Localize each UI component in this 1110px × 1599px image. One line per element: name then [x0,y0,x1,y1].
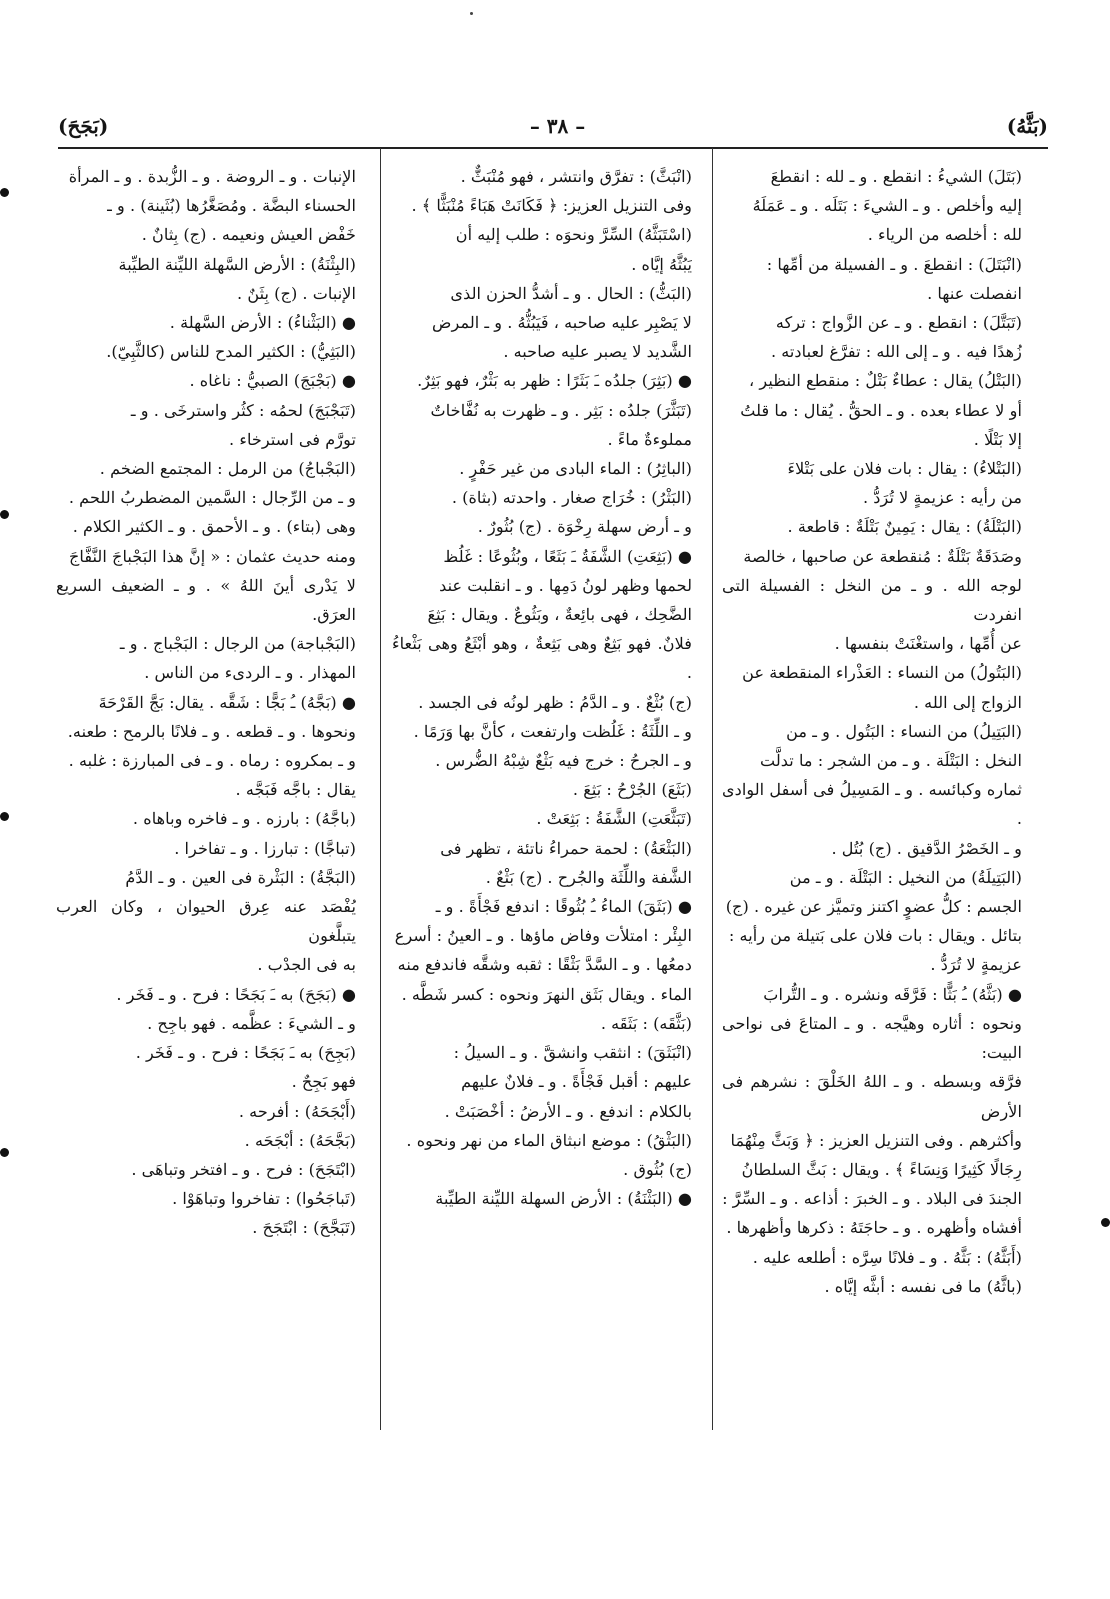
entry-line: (انْبَتَلَ) : انقطعَ . و ـ الفسيلة من أمِّها : [766,254,1022,274]
entry-line: (أَبَثَّهُ) : بَثَّهُ . و ـ فلانًا سِرَّه : أطلعه عليه . [752,1247,1022,1267]
header-right-word: (بَثَّهُ) [1006,114,1048,138]
margin-mark [0,1148,9,1157]
entry-line: لوجه الله . و ـ من النخل : الفسيلة التى انفردت [722,575,1022,625]
entry-line: وهى (بتاء) . و ـ الأحمق . و ـ الكثير الكلام . [72,517,356,537]
page-number: – ٣٨ – [529,114,586,138]
entry-line: وصَدَقَةٌ بَتْلَةٌ : مُنقطعة عن صاحبها ، خالصة [743,546,1022,566]
margin-mark [0,188,9,197]
entry-line: ● (بَثِعَتِ) الشَّفَةُ ـَ بَثَعًا ، وبُثُوعًا : غَلُظ [443,546,692,566]
entry-line: بالكلام : اندفع . و ـ الأرضُ : أخْصَبَتْ . [444,1101,692,1121]
margin-mark [0,812,9,821]
entry-line: دمعُها . و ـ السَّدَّ بَثْقًا : ثقبه وشقَّه فاندفع منه [397,955,692,975]
entry-line: و ـ من الرِّجال : السَّمين المضطربُ اللحم . [68,488,356,508]
entry-line: يقال : باجَّه فَبَجَّه . [235,780,356,800]
entry-line: لحمها وظهر لونُ دَمِها . و ـ انقلبت عند [439,575,692,595]
entry-line: ومنه حديث عثمان : « إنَّ هذا البَجْباجَ النَّفَّاجَ [68,546,356,566]
entry-line: (أَبْجَحَهُ) : أفرحه . [238,1101,356,1121]
entry-line: ● (بَثَّهُ) ـُ بَثًّا : فَرَّقَه ونشره . و ـ التُّرابَ [763,984,1022,1004]
entry-line: و ـ أرض سهلة رِخْوَة . (ج) بُثُورٌ . [477,517,692,537]
entry-line: (باثَّهُ) ما فى نفسه : أبثَّه إيَّاه . [824,1276,1022,1296]
entry-line: ● (البَثْنَةُ) : الأرض السهلة الليِّنة الطيِّبة [435,1189,692,1209]
entry-line: (البَتْلاءُ) : يقال : بات فلان على بَتْلاءَ [787,459,1022,479]
entry-line: من رأيه : عزيمةٍ لا تُرَدُّ . [863,488,1022,508]
entry-line: الشَّفة واللِّثَة والجُرح . (ج) بَثْعٌ . [485,867,692,887]
entry-line: (اسْتَبَثَّهُ) السِّرَّ ونحوَه : طلب إليه أن [455,225,692,245]
entry-line: به فى الجدْب . [257,955,356,975]
entry-line: (ج) بُثُوق . [623,1159,692,1179]
entry-line: ونحوها . و ـ قطعه . و ـ فلانًا بالرمح : طعنه. [67,721,356,741]
entry-line: عن أُمِّها ، واستغْنَتْ بنفسها . [834,634,1022,654]
entry-line: فلانٌ. فهو بَثِعٌ وهى بَثِعةٌ ، وهو أبْثَعُ وهى بَثْعاءُ . [392,634,692,683]
entry-line: (ابْتَجَحَ) : فرح . و ـ افتخر وتباهَى . [131,1159,356,1179]
entry-line: فرَّقه وبسطه . و ـ اللهُ الخَلْقَ : نشرهم فى الأرض [722,1072,1022,1121]
entry-line: (البَتْلَةُ) : يقال : يَمِينٌ بَتْلَةٌ : قاطعة . [787,517,1022,537]
entry-line: ونحوه : أثاره وهيَّجه . و ـ المتاعَ فى نواحى البيت: [722,1013,1022,1063]
entry-line: (بَجِحَ) به ـَ بَجَحًا : فرح . و ـ فَخَر . [135,1043,356,1063]
entry-line: إلا بَتْلًا . [973,429,1022,449]
entry-line: (البَثِيُّ) : الكثير المدح للناس (كالثَّبِيّ). [106,342,356,362]
entry-line: (تَبَتَّلَ) : انقطع . و ـ عن الزَّواج : تركه [775,313,1022,333]
header-left-word: (بَجَحَ) [58,114,109,138]
entry-line: (تباجَّا) : تبارزا . و ـ تفاخرا . [174,838,356,858]
entry-line: (بَثَّقَه) : بَثَقَه . [600,1013,692,1033]
entry-line: زُهدًا فيه . و ـ إلى الله : تفرَّغ لعبادته . [770,342,1022,362]
entry-line: (البَتِيلَةُ) من النخيل : البَتْلَة . و ـ من [789,867,1022,887]
entry-line: الجندَ فى البلاد . و ـ الخبرَ : أذاعه . و ـ السِّرَّ : [722,1189,1022,1209]
entry-line: (باجَّهُ) : بارزه . و ـ فاخره وباهاه . [132,809,356,829]
entry-line: و ـ الخَصْرُ الدَّقيق . (ج) بُتُل . [831,838,1022,858]
entry-line: (انْبَثَقَ) : انثقب وانشقَّ . و ـ السيلُ : [453,1043,692,1063]
entry-line: وأكثرهم . وفى التنزيل العزيز : ﴿ وَبَثَّ مِنْهُمَا [730,1130,1022,1150]
entry-line: أفشاه وأظهره . و ـ حاجَتَهُ : ذكرها وأظهرها . [726,1218,1022,1238]
top-dot [470,12,473,15]
entry-line: و ـ الجرحُ : خرج فيه بَثْعٌ شِبْهُ الضُّرس . [435,751,692,771]
entry-line: إليه وأخلص . و ـ الشيءَ : بَتَلَه . و ـ عَمَلَهُ [752,196,1022,216]
entry-line: البِئْر : امتلأت وفاض ماؤها . و ـ العينُ : أسرع [394,926,692,946]
entry-line: (البَثْقُ) : موضع انبثاق الماء من نهر ونحوه . [406,1130,692,1150]
column-right [722,162,1022,1462]
entry-line: و ـ الشيءَ : عظَّمه . فهو باجِح . [147,1013,356,1033]
entry-line: (البَثْرُ) : خُرَاج صغار . واحدته (بثاة) . [451,488,692,508]
entry-line: ● (البَثْناءُ) : الأرض السَّهلة . [169,313,356,333]
entry-line: الحسناء البضَّة . ومُصَغَّرُها (بُثَينة) . و ـ [107,196,356,216]
entry-line: (البَثُّ) : الحال . و ـ أشدُّ الحزن الذى [450,283,692,303]
entry-line: (البَثْعَةُ) : لحمة حمراءُ ناتئة ، تظهر فى [440,838,692,858]
entry-line: يَبُثَّهُ إيَّاه . [631,254,692,274]
entry-line: (البِثْنَةُ) : الأرض السَّهلة الليِّنة الطيِّبة [118,254,356,274]
entry-line: عزيمةٍ لا تُرَدُّ . [930,955,1022,975]
entry-line: انفصلت عنها . [927,283,1022,303]
entry-line: (انْبَثَّ) : تفرَّق وانتشر ، فهو مُنْبَثٌّ . [460,167,692,186]
entry-line: (البَتِيلُ) من النساء : البَتُول . و ـ من [786,721,1022,741]
entry-line: الشَّديد لا يصبر عليه صاحبه . [503,342,692,362]
entry-line: فهو بَجِحٌ . [291,1072,356,1092]
entry-line: بتائل . ويقال : بات فلان على بَتيلة من رأيه : [728,926,1022,946]
entry-line: (بَجَّحَهُ) : أبْجَحَه . [244,1130,356,1150]
entry-line: (البَجْباجُ) من الرمل : المجتمع الضخم . [99,459,356,479]
column-middle [392,162,692,1462]
entry-line: (بَثَعَ) الجُرْحُ : بَثِعَ . [572,780,692,800]
entry-line: الجسم : كلُّ عضوٍ اكتنز وتميَّز عن غيره . (ج) [725,897,1022,917]
entry-line: خَفْض العيش ونعيمه . (ج) بِثانٌ . [141,225,356,245]
entry-line: مملوءةٌ ماءً . [607,429,692,449]
entry-line: و ـ اللِّثَةُ : غَلُظت وارتفعت ، كأنَّ بها وَرَمًا . [413,721,692,741]
entry-line: (بَتَلَ) الشيءُ : انقطع . و ـ لله : انقطعَ [770,167,1022,186]
entry-line: (البَجَّةُ) : البَثْرة فى العين . و ـ الدَّمُ [125,867,356,887]
entry-line: الضَّحِك ، فهى بائِعةٌ ، وبَثُوعٌ . ويقال : بَثِعَ [427,605,692,625]
entry-line: لا يَصْبِر عليه صاحبه ، فَيَبُثُّهُ . و ـ المرض [431,313,692,333]
header-rule [58,147,1048,149]
entry-line: ● (بَجَّهُ) ـُ بَجًّا : شَقَّه . يقال: بَجَّ القَرْحَةَ [98,692,356,712]
column-separator-left [380,148,381,1430]
entry-line: (تَباجَحُوا) : تفاخروا وتباهَوْا . [172,1189,356,1209]
entry-line: (ج) بُثْعٌ . و ـ الدَّمُ : ظهر لونُه فى الجسد . [418,692,692,712]
entry-line: رِجَالًا كَثِيرًا وَنِسَاءً ﴾ . ويقال : بَثَّ السلطانُ [741,1159,1022,1179]
entry-line: عليهم : أقبل فَجْأَةً . و ـ فلانٌ عليهم [461,1072,692,1092]
entry-line: الإنبات . و ـ الروضة . و ـ الزُّبدة . و ـ المرأة [68,167,356,186]
entry-line: ● (بَثِرَ) جلدُه ـَ بَثَرًا : ظهر به بَثْرٌ، فهو بَثِرٌ. [417,371,692,391]
entry-line: ● (بَثَقَ) الماءُ ـُ بُثُوقًا : اندفع فَجْأَةً . و ـ [435,897,692,917]
entry-line: الزواج إلى الله . [913,692,1022,712]
page-header [58,108,1048,144]
entry-line: (تَبَجَّحَ) : ابْتَجَحَ . [252,1218,356,1238]
entry-line: ● (بَجَحَ) به ـَ بَجَحًا : فرح . و ـ فَخَر . [116,984,356,1004]
entry-line: وفى التنزيل العزيز: ﴿ فَكَانَتْ هَبَاءً مُنْبَثًّا ﴾ . [411,196,692,216]
entry-line: يُفْصَد عنه عِرق الحيوان ، وكان العرب يتبلَّغون [56,897,356,946]
entry-line: (تَبَجْبَجَ) لحمُه : كثُر واسترخَى . و ـ [130,400,356,420]
entry-line: النخل : البَتْلَة . و ـ من الشجر : ما تدلَّت [759,751,1022,771]
entry-line: الماء . ويقال بَثَق النهرَ ونحوه : كسر شَطَّه . [401,984,692,1004]
entry-line: (البَجْباجة) من الرجال : البَجْباج . و ـ [119,634,356,654]
entry-line: (تَبَثَّعَتِ) الشَّفَةُ : بَثِعَتْ . [536,809,692,829]
column-separator-right [712,148,713,1430]
entry-line: ثماره وكبائسه . و ـ المَسِيلُ فى أسفل الوادى . [722,780,1022,829]
entry-line: الإنبات . (ج) بِثَنٌ . [237,283,356,303]
entry-line: (البَتُولُ) من النساء : العَذْراء المنقطعة عن [742,663,1022,683]
entry-line: المهذار . و ـ الردىء من الناس . [144,663,356,683]
entry-line: و ـ بمكروه : رماه . و ـ فى المبارزة : غلبه . [68,751,356,771]
margin-mark [1101,1218,1110,1227]
entry-line: لله : أخلصه من الرياء . [867,225,1022,245]
entry-line: (الباثِرُ) : الماء البادى من غير حَفْرٍ . [459,459,692,479]
entry-line: لا يَدْرى أينَ اللهُ » . و ـ الضعيف السريع العرَق. [56,575,356,625]
entry-line: (تَبَثَّرَ) جلدُه : بَثِر . و ـ ظهرت به نُفَّاخاتٌ [430,400,692,420]
entry-line: تورَّم فى استرخاء . [229,429,356,449]
entry-line: أو لا عطاء بعده . و ـ الحقُّ . يُقال : ما قلتُ [740,400,1022,420]
entry-line: (البَتْلُ) يقال : عطاءٌ بَتْلٌ : منقطع النظير ، [749,371,1022,391]
column-left [56,162,356,1462]
margin-mark [0,510,9,519]
entry-line: ● (بَجْبَجَ) الصبيُّ : ناغاه . [189,371,356,391]
